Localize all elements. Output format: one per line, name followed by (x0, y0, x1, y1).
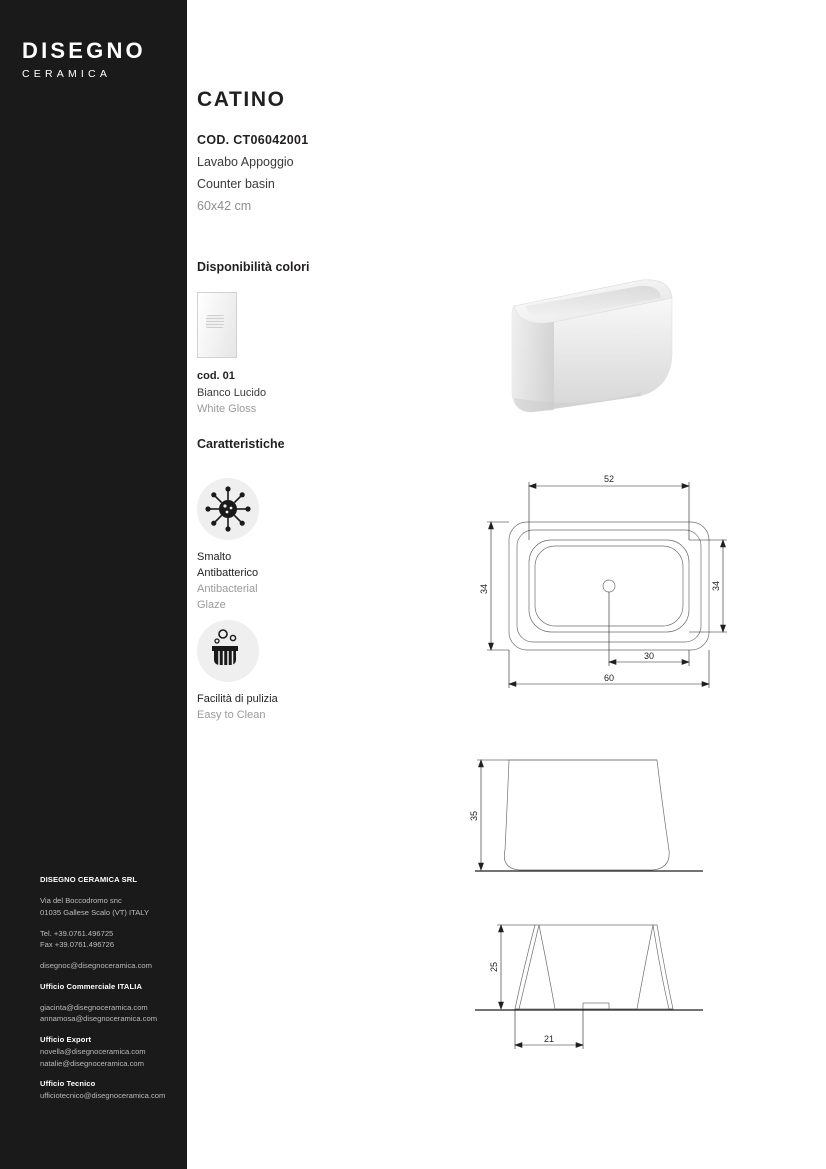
feature-1-en-line1: Antibacterial (197, 582, 258, 595)
email-natalie[interactable]: natalie@disegnoceramica.com (40, 1058, 144, 1068)
dim-label-42: 34 (479, 583, 489, 595)
email-ufficiotecnico[interactable]: ufficiotecnico@disegnoceramica.com (40, 1091, 166, 1101)
feature-1-en-line2: Glaze (197, 598, 226, 611)
dim-label-25: 25 (489, 961, 499, 973)
product-code: COD. CT06042001 (197, 133, 309, 147)
feature-antibacterial-label (197, 550, 317, 614)
product-name-en: Counter basin (197, 176, 275, 191)
color-name-it: Bianco Lucido (197, 386, 267, 399)
brand-subtitle: CERAMICA (22, 68, 112, 80)
email-novella[interactable]: novella@disegnoceramica.com (40, 1046, 146, 1056)
brand-logo (22, 38, 172, 80)
color-code: cod. 01 (197, 370, 235, 382)
feature-easy-clean-label (197, 692, 317, 724)
address-line-1: Via del Boccodromo snc (40, 896, 122, 906)
dept-commerciale-title: Ufficio Commerciale ITALIA (40, 981, 143, 991)
page-title: CATINO (197, 88, 286, 111)
email-main[interactable]: disegnoc@disegnoceramica.com (40, 961, 152, 971)
feature-1-it-line2: Antibatterico (197, 566, 259, 579)
sidebar (0, 0, 187, 1169)
colors-heading: Disponibilità colori (197, 260, 310, 274)
dim-label-52: 52 (603, 474, 615, 484)
company-name: DISEGNO CERAMICA SRL (40, 875, 138, 885)
dept-export-title: Ufficio Export (40, 1035, 92, 1045)
dim-label-35: 35 (469, 810, 479, 822)
email-giacinta[interactable]: giacinta@disegnoceramica.com (40, 1002, 148, 1012)
product-render-3d (492, 270, 752, 435)
brand-name: DISEGNO (22, 38, 146, 63)
feature-2-it-line1: Facilità di pulizia (197, 693, 278, 705)
phone-number: Tel. +39.0761.496725 (40, 928, 114, 938)
dim-label-30: 30 (643, 651, 655, 661)
technical-drawing-top-view (457, 460, 757, 715)
color-swatch-01[interactable] (197, 292, 237, 358)
feature-1-it-line1: Smalto (197, 551, 232, 563)
easy-clean-icon (197, 620, 259, 682)
dim-label-34: 34 (711, 580, 721, 592)
features-heading: Caratteristiche (197, 437, 285, 451)
technical-drawing-front-view (457, 905, 757, 1070)
feature-easy-clean (197, 620, 317, 724)
dept-tecnico-title: Ufficio Tecnico (40, 1079, 96, 1089)
email-annamosa[interactable]: annamosa@disegnoceramica.com (40, 1014, 158, 1024)
product-meta (197, 130, 309, 218)
dim-label-60: 60 (603, 673, 615, 683)
feature-2-en-line1: Easy to Clean (197, 708, 266, 721)
product-name-it: Lavabo Appoggio (197, 154, 294, 169)
address-line-2: 01035 Gallese Scalo (VT) ITALY (40, 907, 150, 917)
color-swatch-caption (197, 368, 266, 418)
technical-drawing-side-view (457, 740, 757, 895)
swatch-texture (206, 315, 225, 328)
color-name-en: White Gloss (197, 403, 257, 415)
antibacterial-icon (197, 478, 259, 540)
footer-contact-block (40, 874, 190, 1111)
main-content (187, 0, 826, 1169)
feature-antibacterial (197, 478, 317, 614)
dim-label-21: 21 (543, 1034, 555, 1044)
product-dimensions: 60x42 cm (197, 198, 252, 213)
fax-number: Fax +39.0761.496726 (40, 940, 115, 950)
